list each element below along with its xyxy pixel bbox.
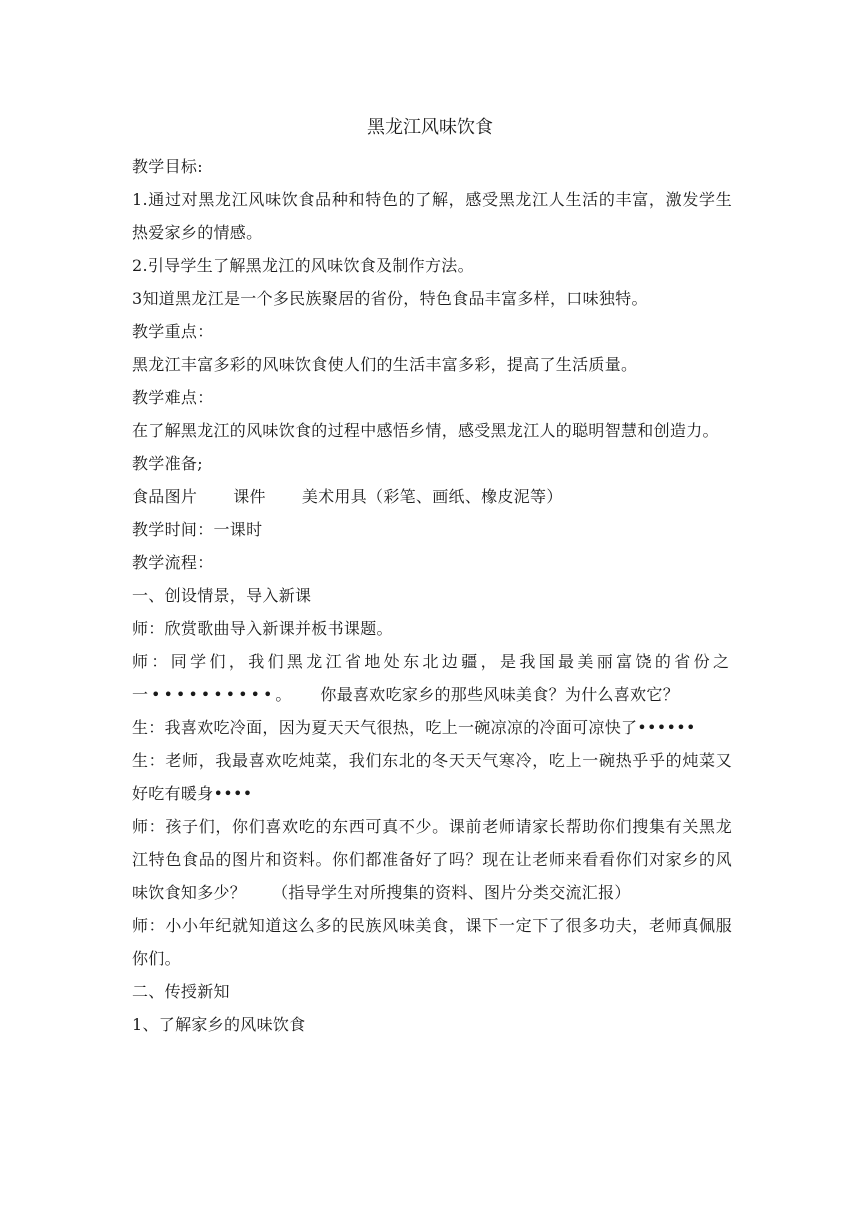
teacher-line-3: [132, 810, 732, 909]
document-body: [132, 150, 732, 1041]
teacher-line-1: 师：欣赏歌曲导入新课并板书课题。: [132, 619, 393, 638]
student-line-1: 生：我喜欢吃冷面，因为夏天天气很热，吃上一碗凉凉的冷面可凉快了••••••: [132, 718, 696, 737]
teacher-line-2-part-2: 你最喜欢吃家乡的那些风味美食？为什么喜欢它？: [320, 685, 679, 704]
preparation-items: [132, 480, 732, 513]
preparation-heading: 教学准备;: [132, 454, 203, 473]
objectives-heading: 教学目标:: [132, 157, 203, 176]
teacher-line-3-part-1: 师：孩子们，你们喜欢吃的东西可真不少。课前老师请家长帮助你们搜集有关黑龙江特色食品的图片和资料。你们都准备好了吗？现在让老师来看看你们对家乡的风味饮食知多少？: [132, 817, 732, 902]
subsection-1-heading: 1、了解家乡的风味饮食: [132, 1015, 306, 1034]
teacher-line-4: 师：小小年纪就知道这么多的民族风味美食，课下一定下了很多功夫，老师真佩服你们。: [132, 916, 732, 968]
key-points-text: 黑龙江丰富多彩的风味饮食使人们的生活丰富多彩，提高了生活质量。: [132, 355, 638, 374]
document-title: 黑龙江风味饮食: [367, 117, 493, 138]
prep-item-art-supplies: 美术用具（彩笔、画纸、橡皮泥等）: [301, 487, 563, 506]
teaching-time: 教学时间：一课时: [132, 520, 263, 539]
key-points-heading: 教学重点：: [132, 322, 214, 341]
teacher-line-3-part-2: （指导学生对所搜集的资料、图片分类交流汇报）: [272, 883, 631, 902]
objective-1: 1.通过对黑龙江风味饮食品种和特色的了解，感受黑龙江人生活的丰富，激发学生热爱家乡的情感。: [132, 190, 732, 242]
objective-2: 2.引导学生了解黑龙江的风味饮食及制作方法。: [132, 256, 474, 275]
difficulties-heading: 教学难点：: [132, 388, 214, 407]
teacher-line-2: [132, 645, 732, 711]
student-line-2: 生：老师，我最喜欢吃炖菜，我们东北的冬天天气寒冷，吃上一碗热乎乎的炖菜又好吃有暖身••••: [132, 751, 732, 803]
process-heading: 教学流程：: [132, 553, 214, 572]
prep-item-pictures: 食品图片: [132, 487, 198, 506]
prep-item-courseware: 课件: [233, 487, 266, 506]
section-1-heading: 一、创设情景，导入新课: [132, 586, 312, 605]
teacher-line-2-part-1: 师：同学们，我们黑龙江省地处东北边疆，是我国最美丽富饶的省份之一••••••••••。: [132, 652, 732, 704]
objective-3: 3知道黑龙江是一个多民族聚居的省份，特色食品丰富多样，口味独特。: [132, 289, 648, 308]
section-2-heading: 二、传授新知: [132, 982, 230, 1001]
difficulties-text: 在了解黑龙江的风味饮食的过程中感悟乡情，感受黑龙江人的聪明智慧和创造力。: [132, 421, 719, 440]
